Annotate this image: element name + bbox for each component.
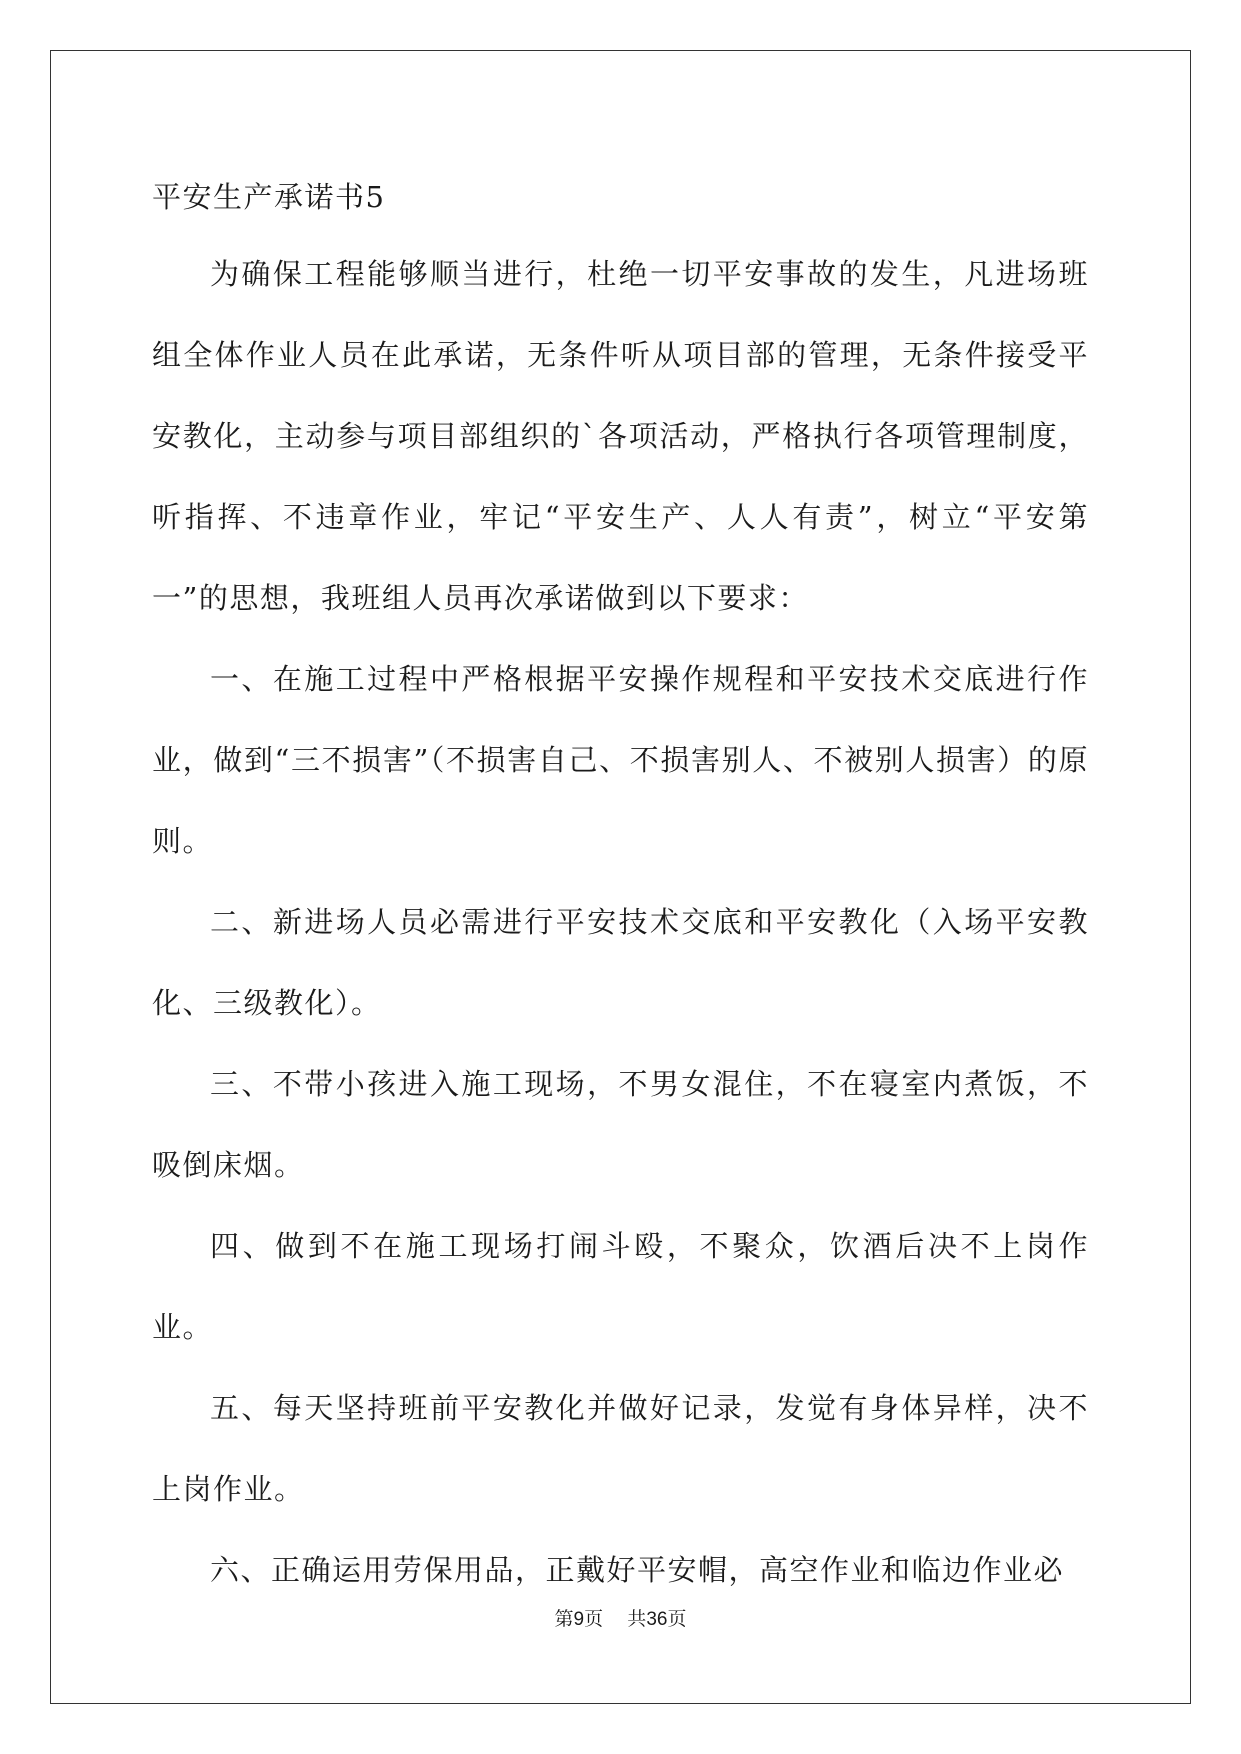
document-title: 平安生产承诺书5	[152, 180, 386, 214]
paragraph-item-5: 五、每天坚持班前平安教化并做好记录，发觉有身体异样，决不上岗作业。	[152, 1391, 1089, 1506]
paragraph-item-6: 六、正确运用劳保用品，正戴好平安帽，高空作业和临边作业必	[210, 1553, 1065, 1587]
paragraph-item-2: 二、新进场人员必需进行平安技术交底和平安教化（入场平安教化、三级教化）。	[152, 905, 1089, 1020]
paragraph-item-1: 一、在施工过程中严格根据平安操作规程和平安技术交底进行作业，做到“三不损害”（不损害自己、不损害别人、不被别人损害）的原则。	[152, 662, 1089, 858]
footer-total-prefix: 共	[627, 1608, 647, 1630]
document-body	[152, 160, 1089, 1611]
footer-page-number: 9	[573, 1609, 585, 1630]
paragraph-intro: 为确保工程能够顺当进行，杜绝一切平安事故的发生，凡进场班组全体作业人员在此承诺，无条件听从项目部的管理，无条件接受平安教化，主动参与项目部组织的`各项活动，严格执行各项管理制度，听指挥、不违章作业，牢记“平安生产、人人有责”，树立“平安第一”的思想，我班组人员再次承诺做到以下要求：	[152, 257, 1089, 615]
paragraph-item-4: 四、做到不在施工现场打闹斗殴，不聚众，饮酒后决不上岗作业。	[152, 1229, 1089, 1344]
footer-total-pages: 36	[646, 1609, 668, 1630]
footer-total-suffix: 页	[667, 1608, 687, 1630]
paragraph-item-3: 三、不带小孩进入施工现场，不男女混住，不在寝室内煮饭，不吸倒床烟。	[152, 1067, 1089, 1182]
footer-page-suffix: 页	[584, 1608, 604, 1630]
footer-page-prefix: 第	[554, 1608, 574, 1630]
page-footer	[0, 1604, 1241, 1631]
